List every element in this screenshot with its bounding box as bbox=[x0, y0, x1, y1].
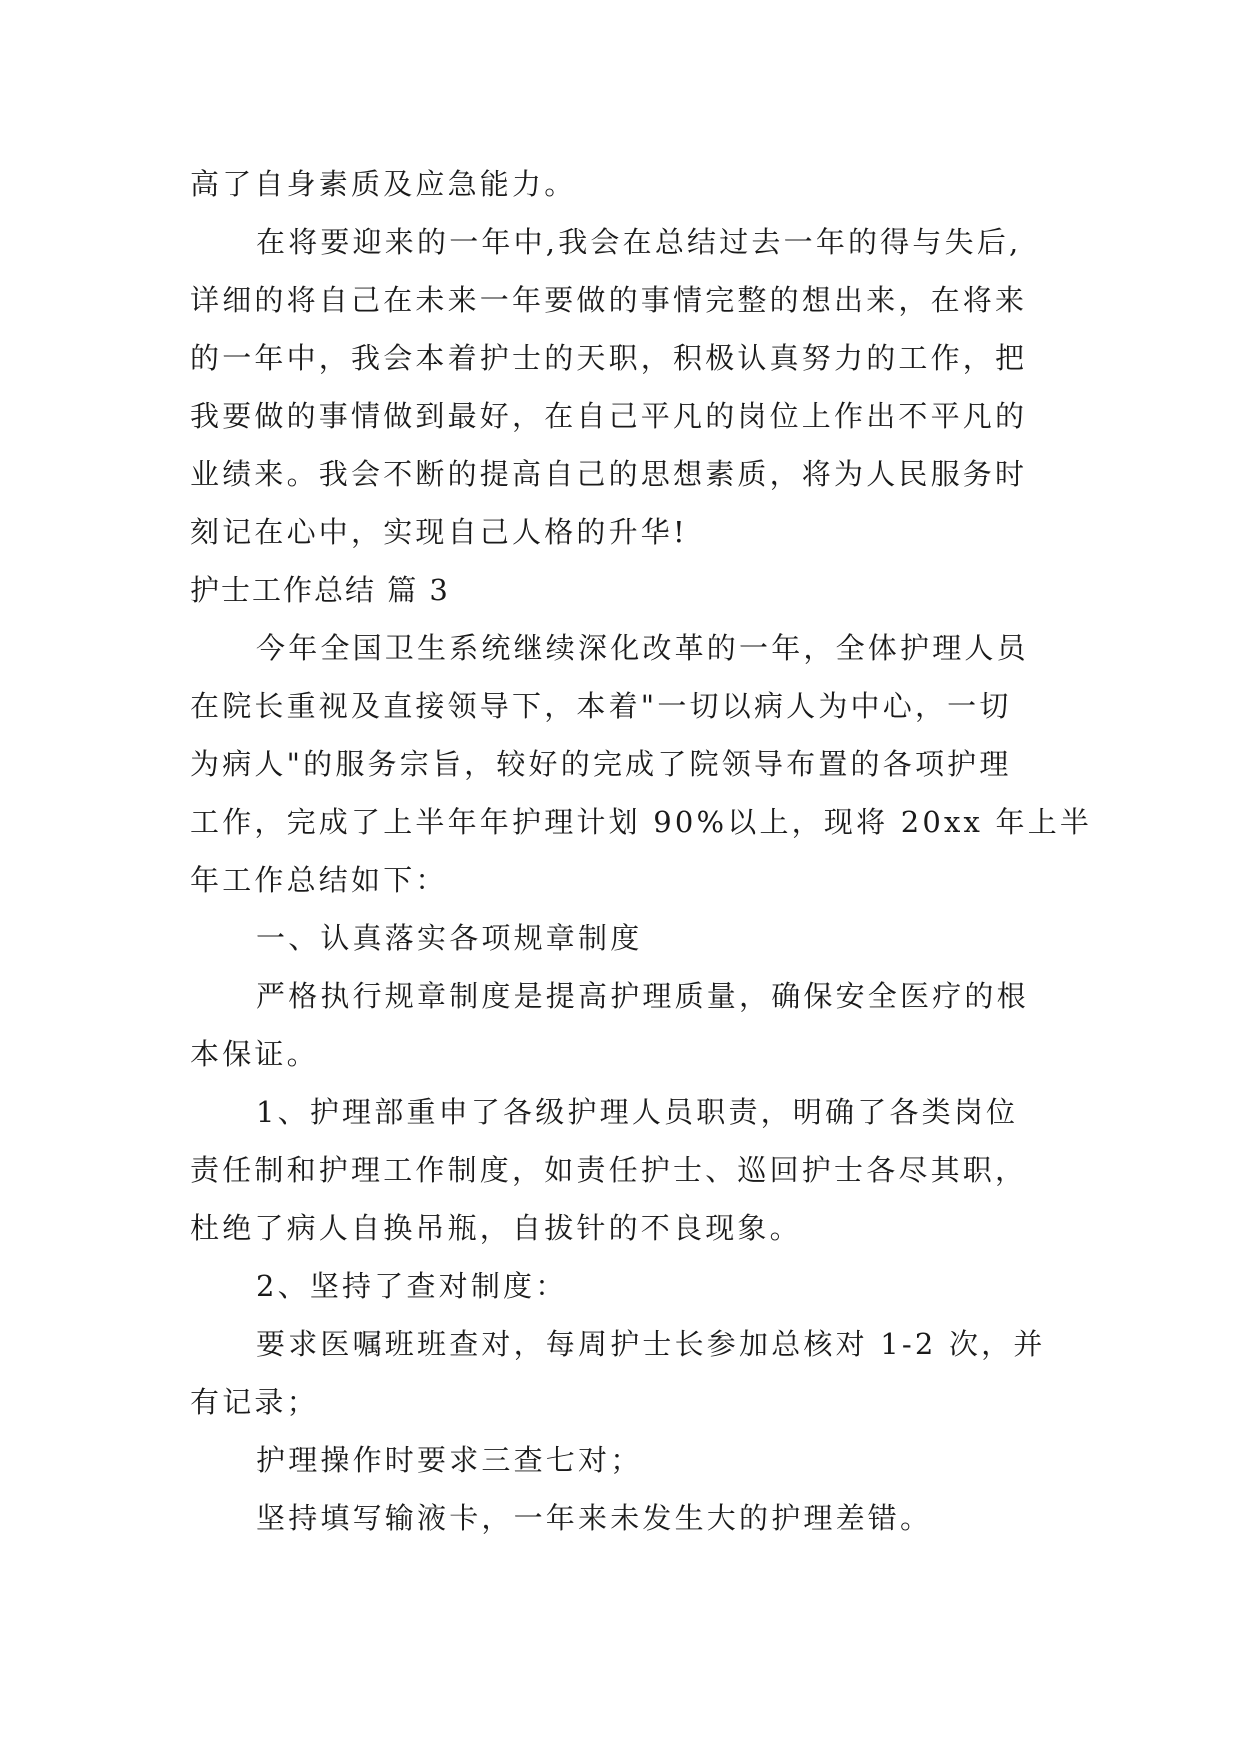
text-line: 工作，完成了上半年年护理计划 90%以上，现将 20xx 年上半 bbox=[190, 805, 1093, 839]
text-line: 1、护理部重申了各级护理人员职责，明确了各类岗位 bbox=[256, 1095, 1019, 1129]
text-line: 责任制和护理工作制度，如责任护士、巡回护士各尽其职， bbox=[190, 1153, 1028, 1187]
subheading: 一、认真落实各项规章制度 bbox=[256, 921, 643, 955]
text-line: 杜绝了病人自换吊瓶，自拔针的不良现象。 bbox=[190, 1211, 802, 1245]
document-body bbox=[190, 155, 1093, 1547]
text-line: 今年全国卫生系统继续深化改革的一年，全体护理人员 bbox=[256, 631, 1029, 665]
text-line: 本保证。 bbox=[190, 1037, 319, 1071]
text-line: 在将要迎来的一年中,我会在总结过去一年的得与失后, bbox=[256, 225, 1022, 259]
text-line: 刻记在心中，实现自己人格的升华! bbox=[190, 515, 688, 549]
text-line: 业绩来。我会不断的提高自己的思想素质，将为人民服务时 bbox=[190, 457, 1028, 491]
text-line: 坚持填写输液卡，一年来未发生大的护理差错。 bbox=[256, 1501, 933, 1535]
text-line: 护理操作时要求三查七对； bbox=[256, 1443, 643, 1477]
text-line: 有记录； bbox=[190, 1385, 319, 1419]
text-line: 高了自身素质及应急能力。 bbox=[190, 167, 577, 201]
text-line: 年工作总结如下： bbox=[190, 863, 448, 897]
text-line: 严格执行规章制度是提高护理质量，确保安全医疗的根 bbox=[256, 979, 1029, 1013]
text-line: 要求医嘱班班查对，每周护士长参加总核对 1-2 次，并 bbox=[256, 1327, 1046, 1361]
text-line: 2、坚持了查对制度： bbox=[256, 1269, 568, 1303]
text-line: 为病人"的服务宗旨，较好的完成了院领导布置的各项护理 bbox=[190, 747, 1012, 781]
text-line: 在院长重视及直接领导下，本着"一切以病人为中心，一切 bbox=[190, 689, 1012, 723]
text-line: 我要做的事情做到最好，在自己平凡的岗位上作出不平凡的 bbox=[190, 399, 1028, 433]
text-line: 详细的将自己在未来一年要做的事情完整的想出来，在将来 bbox=[190, 283, 1028, 317]
section-title: 护士工作总结 篇 3 bbox=[190, 573, 450, 607]
text-line: 的一年中，我会本着护士的天职，积极认真努力的工作，把 bbox=[190, 341, 1028, 375]
